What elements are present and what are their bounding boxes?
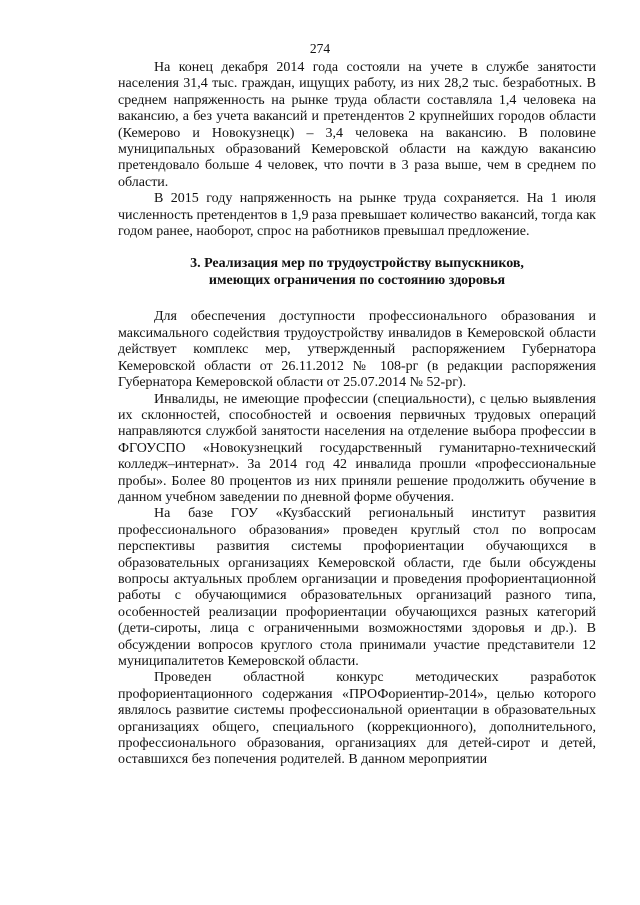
paragraph-contest: Проведен областной конкурс методических разработок профориентационного содержания «ПРОФориентир-2014», целью которого являлось развитие системы профессиональной ориентации в образовательных организациях общего, специального (коррекционного), дополнительного, профессионального образования, организациях для детей-сирот и детей, оставшихся без попечения родителей. В данном мероприятии	[118, 670, 596, 768]
paragraph-labor-tension-2015: В 2015 году напряженность на рынке труда сохраняется. На 1 июля численность претендентов в 1,9 раза превышает количество вакансий, тогда как годом ранее, наоборот, спрос на работников превышал предложение.	[118, 191, 596, 240]
page-number: 274	[309, 41, 331, 56]
paragraph-profession-choice: Инвалиды, не имеющие профессии (специальности), с целью выявления их склонностей, способностей и освоения первичных трудовых операций направляются службой занятости населения на отделение выбора профессии в ФГОУСПО «Новокузнецкий государственный гуманитарно-технический колледж–интернат». За 2014 год 42 инвалида прошли «профессиональные пробы». Более 80 процентов из них приняли решение продолжить обучение в данном учебном заведении по дневной форме обучения.	[118, 391, 596, 505]
paragraph-measures-complex: Для обеспечения доступности профессионального образования и максимального содействия трудоустройству инвалидов в Кемеровской области действует комплекс мер, утвержденный распоряжением Губернатора Кемеровской области от 26.11.2012 № 108-рг (в редакции распоряжения Губернатора Кемеровской области от 25.07.2014 № 52-рг).	[118, 309, 596, 391]
paragraph-unemployment-stats: На конец декабря 2014 года состояли на учете в службе занятости населения 31,4 тыс. граждан, ищущих работу, из них 28,2 тыс. безработных. В среднем напряженность на рынке труда области составляла 1,4 человека на вакансию, а без учета вакансий и претендентов 2 крупнейших городов области (Кемерово и Новокузнецк) – 3,4 человека на вакансию. В половине муниципальных образований Кемеровской области на каждую вакансию претендовало больше 4 человек, что почти в 3 раза выше, чем в среднем по области.	[118, 60, 596, 190]
section-heading-line-2: имеющих ограничения по состоянию здоровья	[208, 273, 506, 289]
section-heading-line-1: 3. Реализация мер по трудоустройству выпускников,	[190, 256, 524, 272]
page-content	[118, 60, 596, 769]
paragraph-round-table: На базе ГОУ «Кузбасский региональный институт развития профессионального образования» проведен круглый стол по вопросам перспективы развития системы профориентации обучающихся в образовательных организациях Кемеровской области, где были обсуждены вопросы актуальных проблем организации и проведения профориентационной работы с обучающимися образовательных организаций разного типа, особенностей реализации профориентации обучающихся разных категорий (дети-сироты, лица с ограниченными возможностями здоровья и др.). В обсуждении вопросов круглого стола принимали участие представители 12 муниципалитетов Кемеровской области.	[118, 506, 596, 669]
section-heading	[118, 255, 596, 289]
